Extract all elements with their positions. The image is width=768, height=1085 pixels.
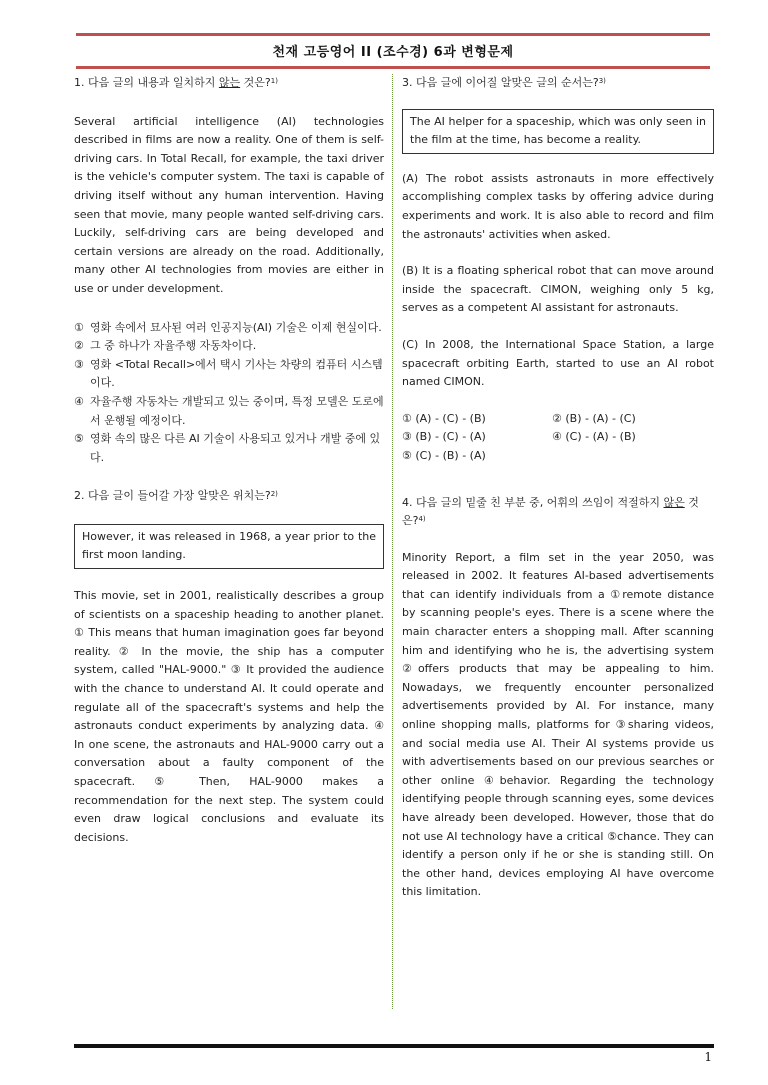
question-4-title: 4. 다음 글의 밑줄 친 부분 중, 어휘의 쓰임이 적절하지 않은 것은?$^{4)}$: [402, 495, 699, 528]
page-title: 천재 고등영어 II (조수경) 6과 변형문제: [272, 45, 514, 60]
question-4: [402, 494, 714, 902]
header-top-rule: [76, 33, 710, 36]
option-3[interactable]: ③ (B) - (C) - (A): [402, 430, 486, 444]
footer-rule: [74, 1044, 714, 1048]
question-2-title: 2. 다음 글이 들어갈 가장 알맞은 위치는?$^{2)}$: [74, 489, 278, 503]
option-4[interactable]: ④ (C) - (A) - (B): [552, 430, 636, 444]
footnote-ref: 4): [418, 515, 426, 524]
footnote-ref: 2): [270, 490, 278, 499]
question-2: [74, 487, 384, 847]
question-4-passage: Minority Report, a film set in the year 2050, was released in 2002. It features AI-based advertisements that can identify individuals from a ①remote distance by scanning people's eyes. There is a scene where the main character enters a shopping mall. After scanning him and identifying who he is, the advertising system ②offers products that may be appealing to him. Nowadays, we frequently encounter personalized advertisements provided by AI. For instance, many online shopping malls, platforms for ③sharing videos, and social media use AI. Their AI systems provide us with advertisements based on our previous searches or other online ④behavior. Regarding the technology identifying people through scanning eyes, some devices have already been developed. However, those that do not use AI technology have a critical ⑤chance. They can identify a person only if he or she is standing still. On the other hand, devices employing AI have overcome this limitation.: [402, 550, 714, 899]
question-3-paragraph-b: (B) It is a floating spherical robot that can move around inside the spacecraft. CIMON, weighing only 5 kg, serves as a competent AI assistant for astronauts.: [402, 264, 714, 315]
question-2-insert-box: However, it was released in 1968, a year prior to the first moon landing.: [74, 524, 384, 569]
question-3-options: [402, 410, 714, 466]
option-1[interactable]: ① 영화 속에서 묘사된 여러 인공지능(AI) 기술은 이제 현실이다.: [74, 320, 382, 334]
question-1-passage: Several artificial intelligence (AI) technologies described in films are now a reality. One of them is self-driving cars. In Total Recall, for example, the taxi driver is the vehicle's computer system. The taxi is capable of driving itself without any human intervention. Having seen that movie, many people wanted self-driving cars. Luckily, self-driving cars are being developed and certain versions are already on the road. Additionally, many other AI technologies from movies are either in use or under development.: [74, 114, 384, 295]
option-2[interactable]: ② 그 중 하나가 자율주행 자동차이다.: [74, 339, 257, 353]
option-1[interactable]: ① (A) - (C) - (B): [402, 411, 486, 425]
question-3-paragraph-a: (A) The robot assists astronauts in more effectively accomplishing complex tasks by offering advice during experiments and work. It is also able to record and film the astronauts' activities when asked.: [402, 171, 714, 241]
option-5[interactable]: ⑤ (C) - (B) - (A): [402, 448, 486, 462]
question-3-title: 3. 다음 글에 이어질 알맞은 글의 순서는?$^{3)}$: [402, 76, 606, 89]
header-bottom-rule: [76, 66, 710, 69]
option-2[interactable]: ② (B) - (A) - (C): [552, 411, 636, 425]
left-column: [74, 74, 384, 847]
question-1-title: 1. 다음 글의 내용과 일치하지 않는 것은?$^{1)}$: [74, 76, 278, 89]
footnote-ref: 1): [270, 77, 278, 85]
question-2-passage: This movie, set in 2001, realistically describes a group of scientists on a spaceship heading to another planet. ① This means that human imagination goes far beyond reality. ② In the movie, the ship has a computer system, called "HAL-9000." ③ It provided the audience with the chance to understand AI. It could operate and regulate all of the spacecraft's systems and help the astronauts conduct experiments by analyzing data. ④ In one scene, the astronauts and HAL-9000 carry out a conversation about a faulty component of the spacecraft. ⑤ Then, HAL-9000 makes a recommendation for the next step. The system could even draw logical conclusions and evaluate its decisions.: [74, 589, 384, 844]
question-3: [402, 74, 714, 466]
option-4[interactable]: ④ 자율주행 자동차는 개발되고 있는 중이며, 특정 모델은 도로에서 운행될 예정이다.: [74, 394, 384, 427]
question-1-options: [74, 319, 384, 468]
question-3-paragraph-c: (C) In 2008, the International Space Station, a large spacecraft orbiting Earth, started to use an AI robot named CIMON.: [402, 337, 714, 389]
option-3[interactable]: ③ 영화 <Total Recall>에서 택시 기사는 차량의 컴퓨터 시스템이다.: [74, 357, 383, 390]
right-column: [402, 74, 714, 902]
column-divider: [392, 74, 393, 1009]
option-5[interactable]: ⑤ 영화 속의 많은 다른 AI 기술이 사용되고 있거나 개발 중에 있다.: [74, 432, 381, 464]
footnote-ref: 3): [598, 77, 606, 85]
page-number: 1: [704, 1050, 712, 1064]
question-1: [74, 74, 384, 467]
question-3-given-box: The AI helper for a spaceship, which was only seen in the film at the time, has become a reality.: [402, 109, 714, 154]
